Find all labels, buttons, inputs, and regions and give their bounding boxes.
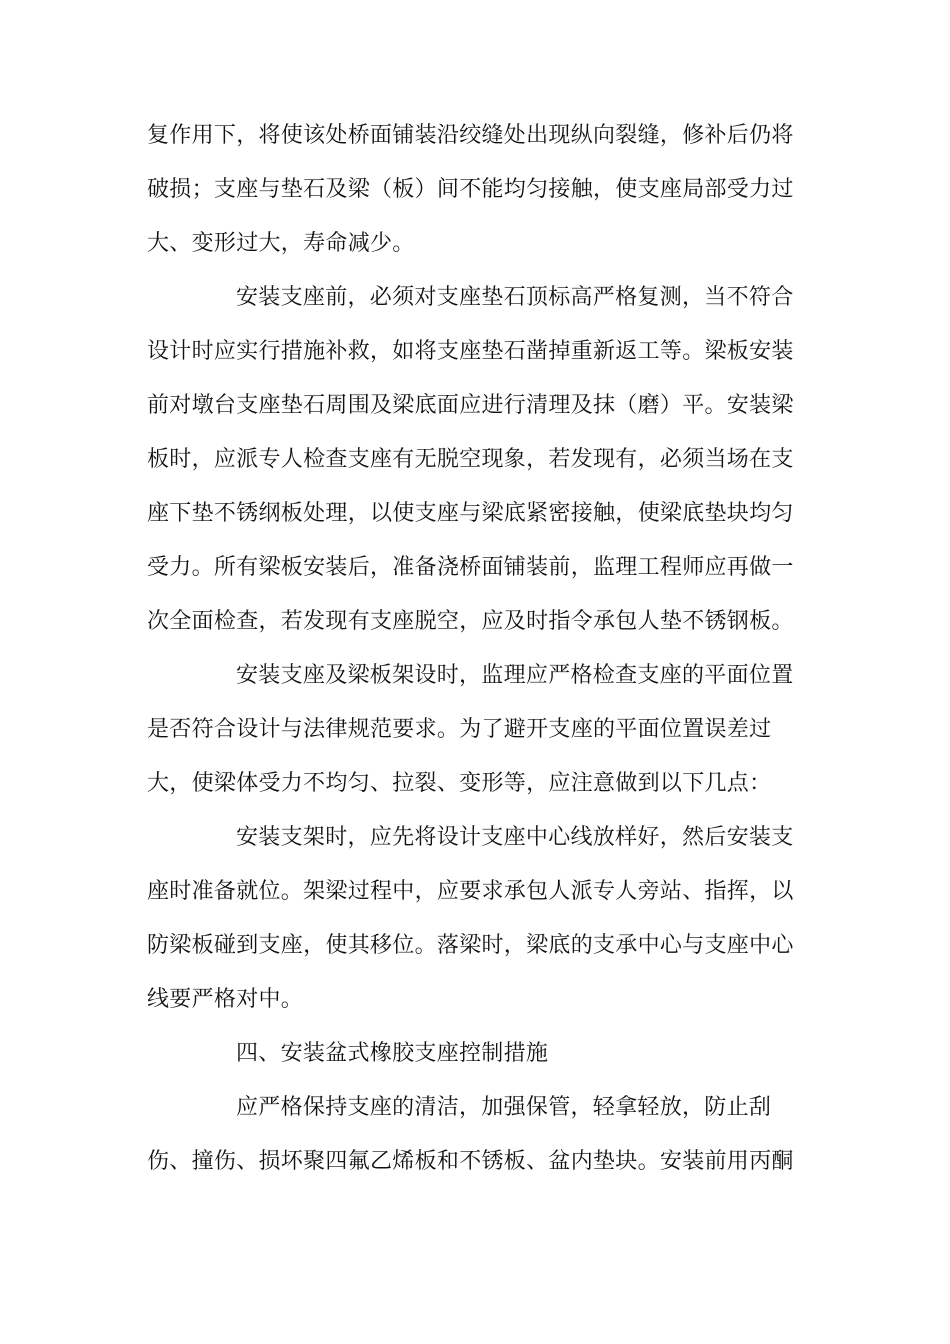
paragraph-first-line: 安装支座前，必须对支座垫石顶标高严格复测，当不符合 xyxy=(236,285,794,310)
text-line: 设计时应实行措施补救，如将支座垫石凿掉重新返工等。梁板安装 xyxy=(147,339,794,364)
text-line: 次全面检查，若发现有支座脱空，应及时指令承包人垫不锈钢板。 xyxy=(147,609,794,634)
text-line: 座时准备就位。架梁过程中，应要求承包人派专人旁站、指挥，以 xyxy=(147,879,794,904)
text-line: 复作用下，将使该处桥面铺装沿绞缝处出现纵向裂缝，修补后仍将 xyxy=(147,123,794,148)
text-line: 前对墩台支座垫石周围及梁底面应进行清理及抹（磨）平。安装梁 xyxy=(147,393,794,418)
text-line: 是否符合设计与法律规范要求。为了避开支座的平面位置误差过 xyxy=(147,717,772,742)
paragraph-first-line: 安装支座及梁板架设时，监理应严格检查支座的平面位置 xyxy=(236,663,794,688)
text-line: 大，使梁体受力不均匀、拉裂、变形等，应注意做到以下几点： xyxy=(147,771,772,796)
text-line: 大、变形过大，寿命减少。 xyxy=(147,231,415,256)
text-line: 破损；支座与垫石及梁（板）间不能均匀接触，使支座局部受力过 xyxy=(147,177,794,202)
paragraph-first-line: 安装支架时，应先将设计支座中心线放样好，然后安装支 xyxy=(236,825,794,850)
text-line: 座下垫不锈纲板处理，以使支座与梁底紧密接触，使梁底垫块均匀 xyxy=(147,501,794,526)
text-line: 板时，应派专人检查支座有无脱空现象，若发现有，必须当场在支 xyxy=(147,447,794,472)
section-heading: 四、安装盆式橡胶支座控制措施 xyxy=(236,1041,549,1066)
paragraph-first-line: 应严格保持支座的清洁，加强保管，轻拿轻放，防止刮 xyxy=(236,1095,772,1120)
text-line: 受力。所有梁板安装后，准备浇桥面铺装前，监理工程师应再做一 xyxy=(147,555,794,580)
text-line: 线要严格对中。 xyxy=(147,987,304,1012)
text-line: 伤、撞伤、损坏聚四氟乙烯板和不锈板、盆内垫块。安装前用丙酮 xyxy=(147,1149,794,1174)
text-line: 防梁板碰到支座，使其移位。落梁时，梁底的支承中心与支座中心 xyxy=(147,933,794,958)
